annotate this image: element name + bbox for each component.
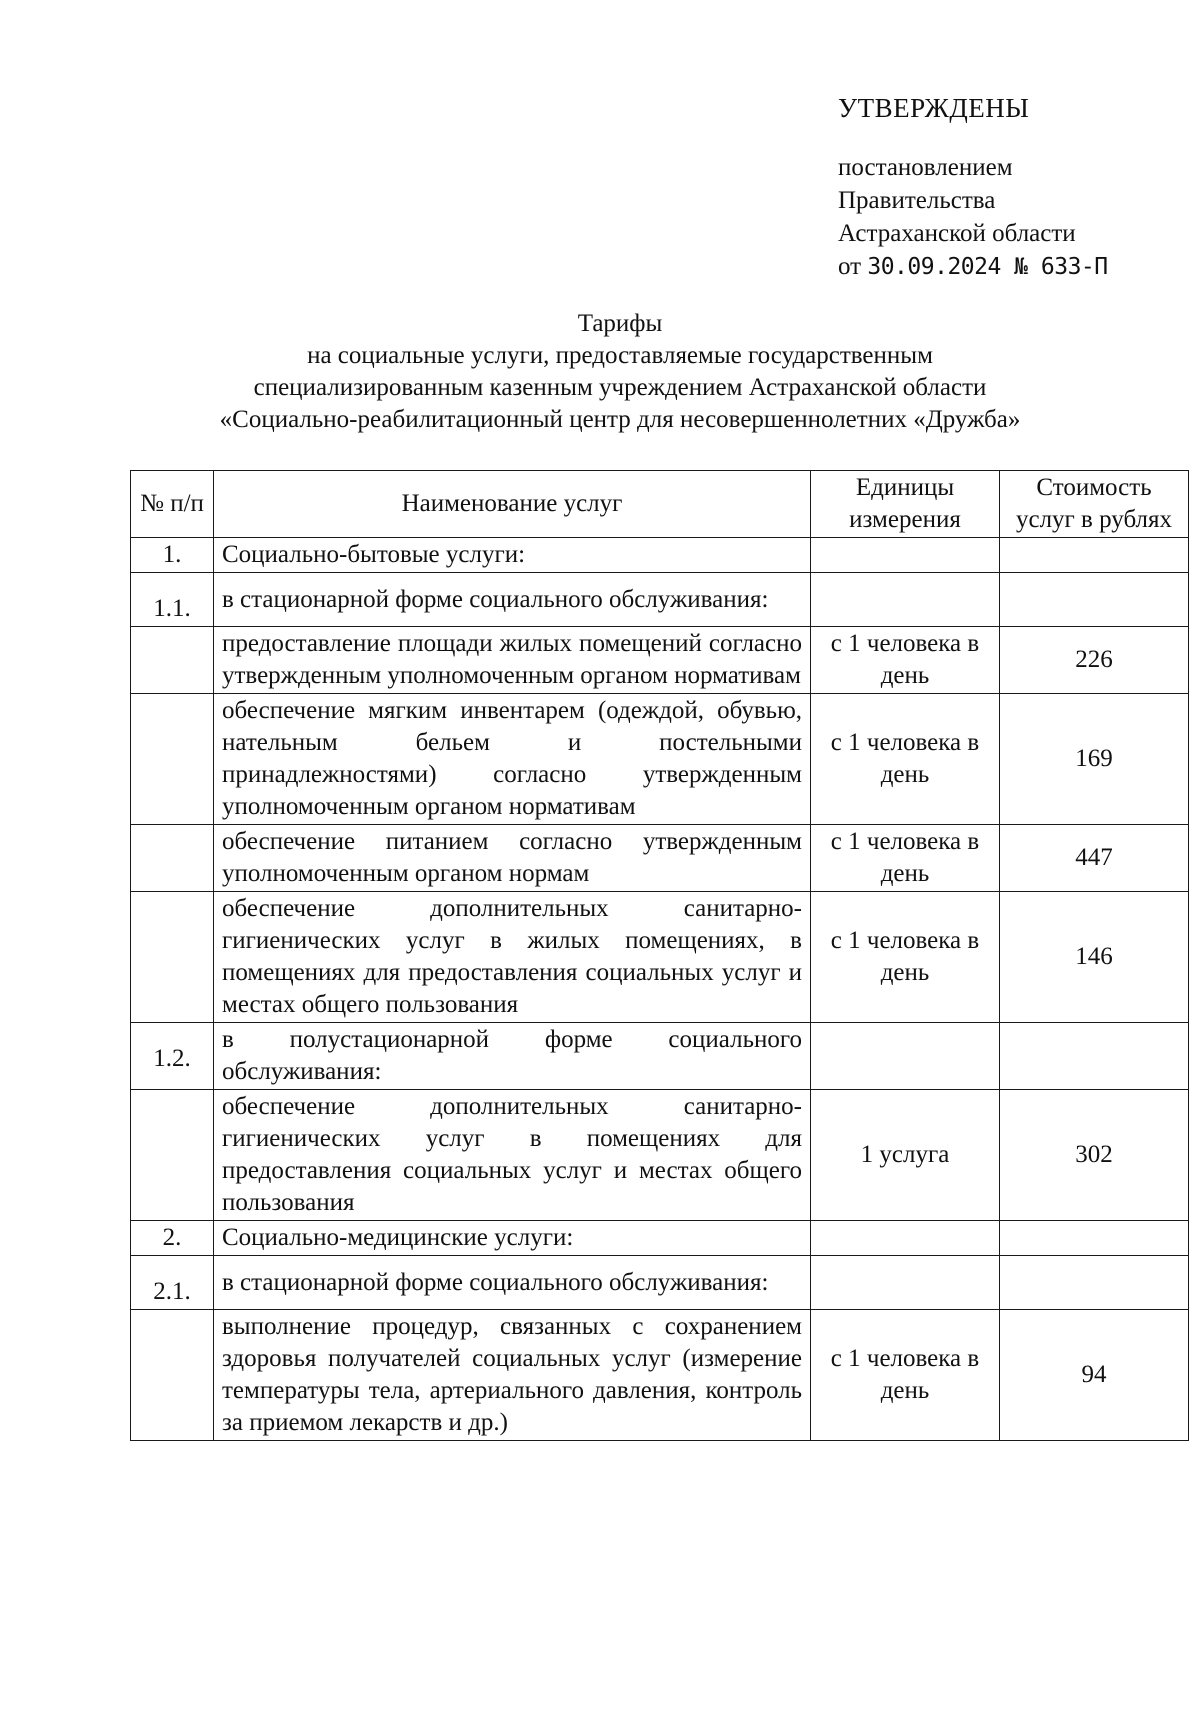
row-unit: с 1 человека в день: [811, 825, 1000, 892]
table-row: [131, 1221, 1189, 1256]
row-name: обеспечение дополнительных санитарно-гигиенических услуг в жилых помещениях, в помещениях для предоставления социальных услуг и местах общего пользования: [214, 892, 811, 1023]
row-num: 2.1.: [131, 1256, 214, 1310]
header-name: Наименование услуг: [214, 471, 811, 538]
row-unit: [811, 538, 1000, 573]
header-unit: Единицы измерения: [811, 471, 1000, 538]
tariff-table: [130, 470, 1189, 1441]
row-cost: 169: [1000, 694, 1189, 825]
row-cost: 447: [1000, 825, 1189, 892]
row-cost: 146: [1000, 892, 1189, 1023]
row-num: 1.1.: [131, 573, 214, 627]
row-cost: [1000, 538, 1189, 573]
table-row: [131, 627, 1189, 694]
approval-stamp: [838, 92, 1168, 284]
row-unit: с 1 человека в день: [811, 892, 1000, 1023]
row-name: Социально-бытовые услуги:: [214, 538, 811, 573]
row-cost: 94: [1000, 1310, 1189, 1441]
document-title: [110, 308, 1130, 436]
table-row: [131, 538, 1189, 573]
row-num: 1.: [131, 538, 214, 573]
row-name: Социально-медицинские услуги:: [214, 1221, 811, 1256]
table-header-row: [131, 471, 1189, 538]
row-num: [131, 627, 214, 694]
row-cost: [1000, 1023, 1189, 1090]
table-row: [131, 1023, 1189, 1090]
row-name: в полустационарной форме социального обслуживания:: [214, 1023, 811, 1090]
row-unit: [811, 1221, 1000, 1256]
row-cost: 302: [1000, 1090, 1189, 1221]
approval-line: постановлением: [838, 154, 1013, 181]
approval-line: Астраханской области: [838, 220, 1076, 247]
header-cost: Стоимость услуг в рублях: [1000, 471, 1189, 538]
header-num: № п/п: [131, 471, 214, 538]
row-unit: с 1 человека в день: [811, 627, 1000, 694]
table-row: [131, 694, 1189, 825]
row-cost: [1000, 1221, 1189, 1256]
row-unit: с 1 человека в день: [811, 1310, 1000, 1441]
row-num: [131, 892, 214, 1023]
title-line: на социальные услуги, предоставляемые государственным: [307, 342, 933, 369]
row-num: 2.: [131, 1221, 214, 1256]
row-num: [131, 1090, 214, 1221]
row-cost: [1000, 573, 1189, 627]
row-num: 1.2.: [131, 1023, 214, 1090]
row-num: [131, 694, 214, 825]
row-name: обеспечение питанием согласно утвержденным уполномоченным органом нормам: [214, 825, 811, 892]
table-row: [131, 573, 1189, 627]
title-main: Тарифы: [577, 310, 663, 337]
row-unit: с 1 человека в день: [811, 694, 1000, 825]
row-cost: [1000, 1256, 1189, 1310]
table-row: [131, 892, 1189, 1023]
approval-line: Правительства: [838, 187, 996, 214]
row-name: обеспечение мягким инвентарем (одеждой, обувью, нательным бельем и постельными принадлежностями) согласно утвержденным уполномоченным органом нормативам: [214, 694, 811, 825]
row-name: предоставление площади жилых помещений согласно утвержденным уполномоченным органом нормативам: [214, 627, 811, 694]
approval-date-prefix: от: [838, 253, 862, 280]
approval-date-line: [838, 250, 1168, 284]
approval-date-value: 30.09.2024 № 633-П: [867, 254, 1108, 280]
title-line: специализированным казенным учреждением Астраханской области: [253, 374, 987, 401]
row-unit: 1 услуга: [811, 1090, 1000, 1221]
row-unit: [811, 1023, 1000, 1090]
row-num: [131, 1310, 214, 1441]
row-unit: [811, 1256, 1000, 1310]
table-row: [131, 825, 1189, 892]
row-name: обеспечение дополнительных санитарно-гигиенических услуг в помещениях для предоставления социальных услуг и местах общего пользования: [214, 1090, 811, 1221]
row-cost: 226: [1000, 627, 1189, 694]
row-num: [131, 825, 214, 892]
row-name: в стационарной форме социального обслуживания:: [214, 573, 811, 627]
table-row: [131, 1256, 1189, 1310]
row-name: выполнение процедур, связанных с сохранением здоровья получателей социальных услуг (измерение температуры тела, артериального давления, контроль за приемом лекарств и др.): [214, 1310, 811, 1441]
row-unit: [811, 573, 1000, 627]
approval-heading: УТВЕРЖДЕНЫ: [838, 93, 1030, 123]
table-row: [131, 1310, 1189, 1441]
table-row: [131, 1090, 1189, 1221]
title-line: «Социально-реабилитационный центр для несовершеннолетних «Дружба»: [219, 406, 1021, 433]
row-name: в стационарной форме социального обслуживания:: [214, 1256, 811, 1310]
